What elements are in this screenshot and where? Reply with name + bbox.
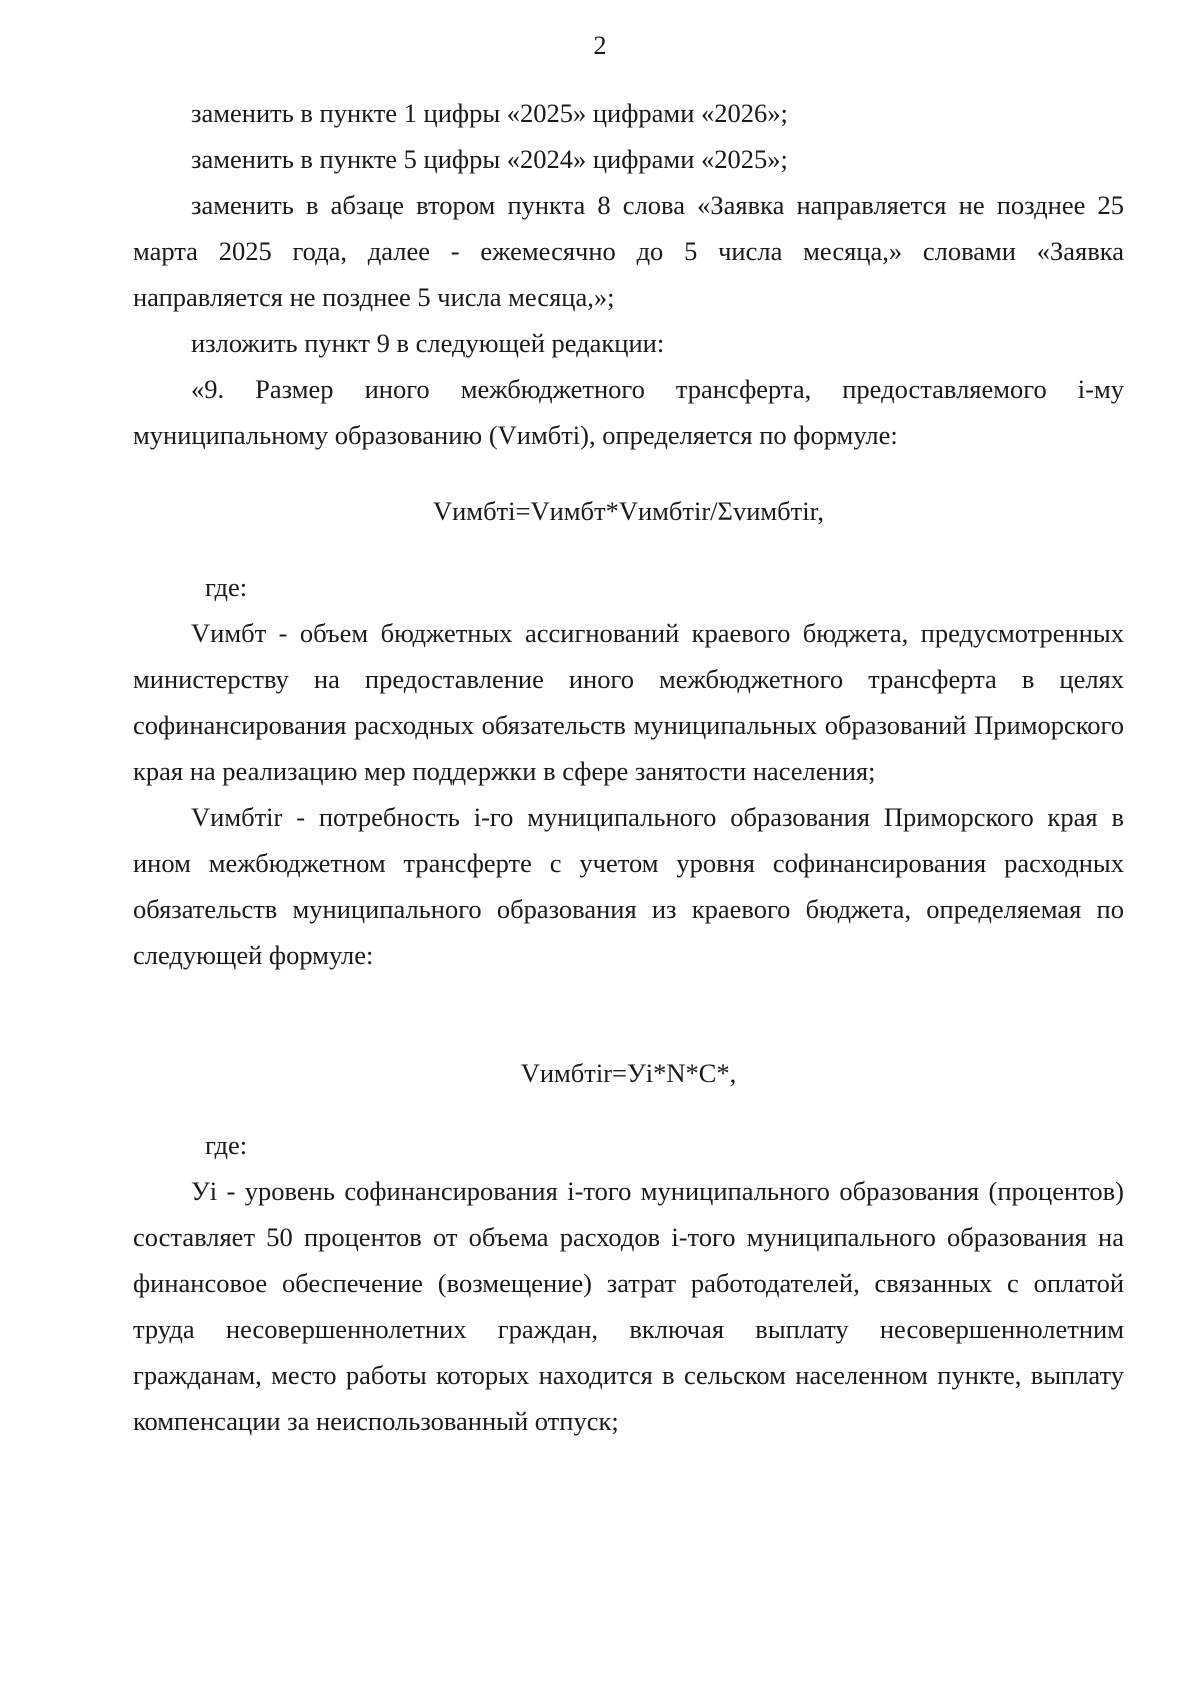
paragraph-amendment-3: заменить в абзаце втором пункта 8 слова «Заявка направляется не позднее 25 марта 2025 года, далее - ежемесячно до 5 числа месяца,» словами «Заявка направляется не позднее 5 числа месяца,»; [133,190,1124,312]
paragraph-clause-9: «9. Размер иного межбюджетного трансферта, предоставляемого i-му муниципальному образованию (Vимбтi), определяется по формуле: [133,374,1124,450]
paragraph-amendment-4: изложить пункт 9 в следующей редакции: [191,328,665,358]
paragraph-amendment-1: заменить в пункте 1 цифры «2025» цифрами «2026»; [191,98,788,128]
definition-yi: Уi - уровень софинансирования i-того муниципального образования (процентов) составляет 50 процентов от объема расходов i-того муниципального образования на финансовое обеспечение (возмещение) затрат работодателей, связанных с оплатой труда несовершеннолетних граждан, включая выплату несовершеннолетним гражданам, место работы которых находится в сельском населенном пункте, выплату компенсации за неиспользованный отпуск; [133,1176,1124,1436]
document-body [133,90,1124,1444]
definition-vimbtir: Vимбтir - потребность i-го муниципального образования Приморского края в ином межбюджетном трансферте с учетом уровня софинансирования расходных обязательств муниципального образования из краевого бюджета, определяемая по следующей формуле: [133,802,1124,970]
formula-transfer-size: Vимбтi=Vимбт*Vимбтir/Σvимбтir, [432,496,824,526]
paragraph-amendment-2: заменить в пункте 5 цифры «2024» цифрами «2025»; [191,144,788,174]
where-label: где: [205,1130,248,1160]
page-number: 2 [593,31,607,60]
definition-vimbt: Vимбт - объем бюджетных ассигнований краевого бюджета, предусмотренных министерству на предоставление иного межбюджетного трансферта в целях софинансирования расходных обязательств муниципальных образований Приморского края на реализацию мер поддержки в сфере занятости населения; [133,618,1124,786]
formula-need: Vимбтir=Уi*N*C*, [520,1058,737,1088]
where-label: где: [205,572,248,602]
